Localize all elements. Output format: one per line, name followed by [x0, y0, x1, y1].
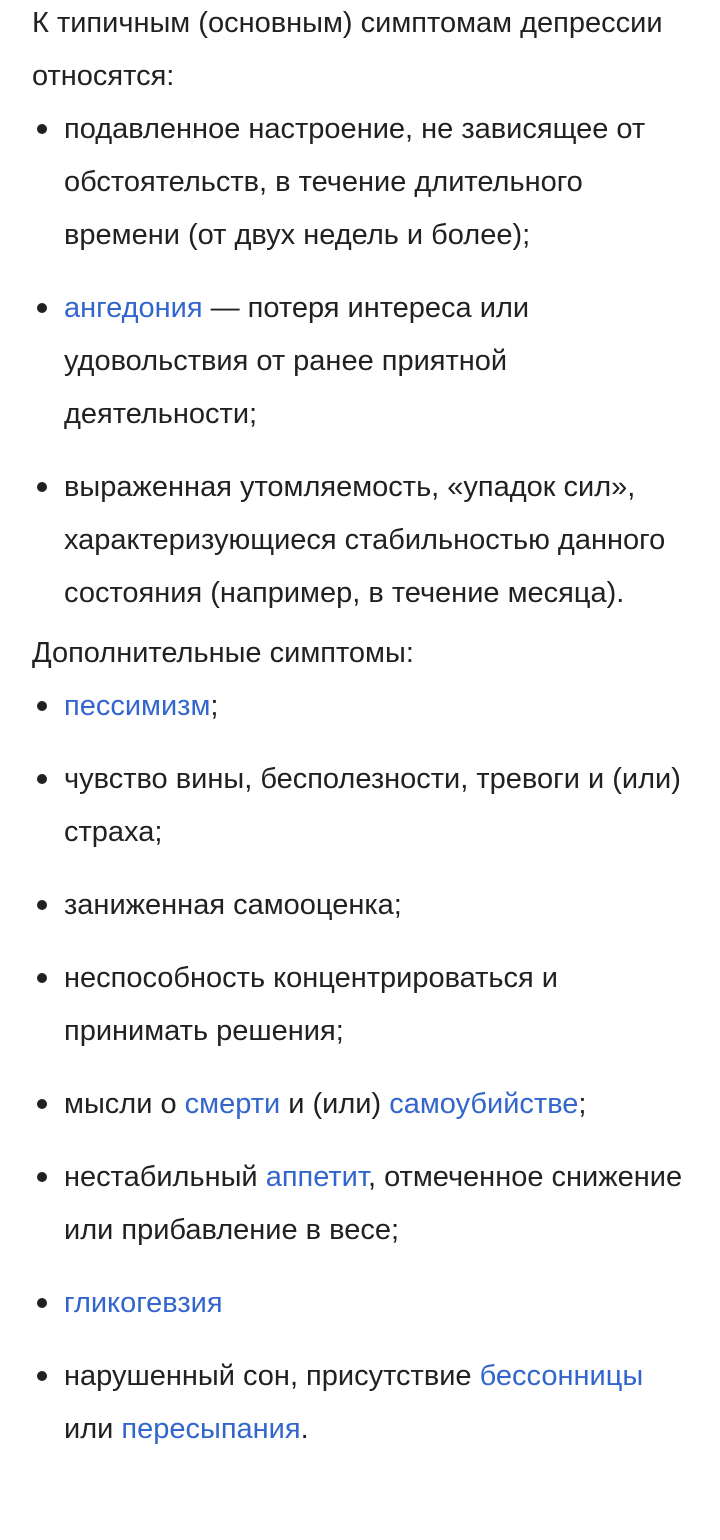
list-item-text: мысли о: [64, 1088, 185, 1120]
list-item-text: заниженная самооценка;: [64, 889, 402, 921]
bullet-icon: [37, 1298, 47, 1308]
list-item-text: чувство вины, бесполезности, тревоги и (или) страха;: [64, 763, 681, 848]
link-glycogeusia[interactable]: гликогевзия: [64, 1287, 223, 1319]
bullet-icon: [37, 973, 47, 983]
link-pessimism[interactable]: пессимизм: [64, 690, 211, 722]
list-item: [32, 952, 688, 1058]
link-suicide[interactable]: самоубийстве: [389, 1088, 579, 1120]
intro-paragraph: К типичным (основным) симптомам депрессии относятся:: [32, 7, 663, 92]
list-item-text: неспособность концентрироваться и принимать решения;: [64, 962, 559, 1047]
bullet-icon: [37, 124, 47, 134]
additional-heading: Дополнительные симптомы:: [32, 637, 414, 669]
link-death[interactable]: смерти: [184, 1088, 281, 1120]
link-hypersomnia[interactable]: пересыпания: [121, 1413, 301, 1445]
list-item: [32, 1078, 688, 1131]
list-item-text: подавленное настроение, не зависящее от обстоятельств, в течение длительного времени (от двух недель и более);: [64, 113, 646, 251]
list-item-text: — потеря интереса или удовольствия от ранее приятной деятельности;: [64, 292, 530, 430]
list-item: [32, 103, 688, 262]
bullet-icon: [37, 900, 47, 910]
list-item: [32, 282, 688, 441]
link-appetite[interactable]: аппетит: [265, 1161, 368, 1193]
list-item: [32, 753, 688, 859]
list-item-text: нарушенный сон, присутствие: [64, 1360, 480, 1392]
list-item-text: или: [64, 1413, 122, 1445]
bullet-icon: [37, 1172, 47, 1182]
bullet-icon: [37, 303, 47, 313]
list-item-text: , отмеченное снижение или прибавление в весе;: [64, 1161, 683, 1246]
link-insomnia[interactable]: бессонницы: [479, 1360, 644, 1392]
link-anhedonia[interactable]: ангедония: [64, 292, 203, 324]
typical-symptoms-list: [32, 103, 688, 620]
list-item-text: ;: [578, 1088, 587, 1120]
bullet-icon: [37, 701, 47, 711]
additional-symptoms-list: [32, 680, 688, 1456]
bullet-icon: [37, 1099, 47, 1109]
list-item-text: выраженная утомляемость, «упадок сил», характеризующиеся стабильностью данного состояния (например, в течение месяца).: [64, 471, 666, 609]
bullet-icon: [37, 1371, 47, 1381]
list-item: [32, 1151, 688, 1257]
list-item-text: и (или): [280, 1088, 390, 1120]
list-item-text: нестабильный: [64, 1161, 266, 1193]
list-item: [32, 1277, 688, 1330]
list-item: [32, 680, 688, 733]
list-item: [32, 879, 688, 932]
bullet-icon: [37, 482, 47, 492]
bullet-icon: [37, 774, 47, 784]
list-item-text: ;: [210, 690, 219, 722]
list-item-text: .: [300, 1413, 309, 1445]
list-item: [32, 461, 688, 620]
list-item: [32, 1350, 688, 1456]
